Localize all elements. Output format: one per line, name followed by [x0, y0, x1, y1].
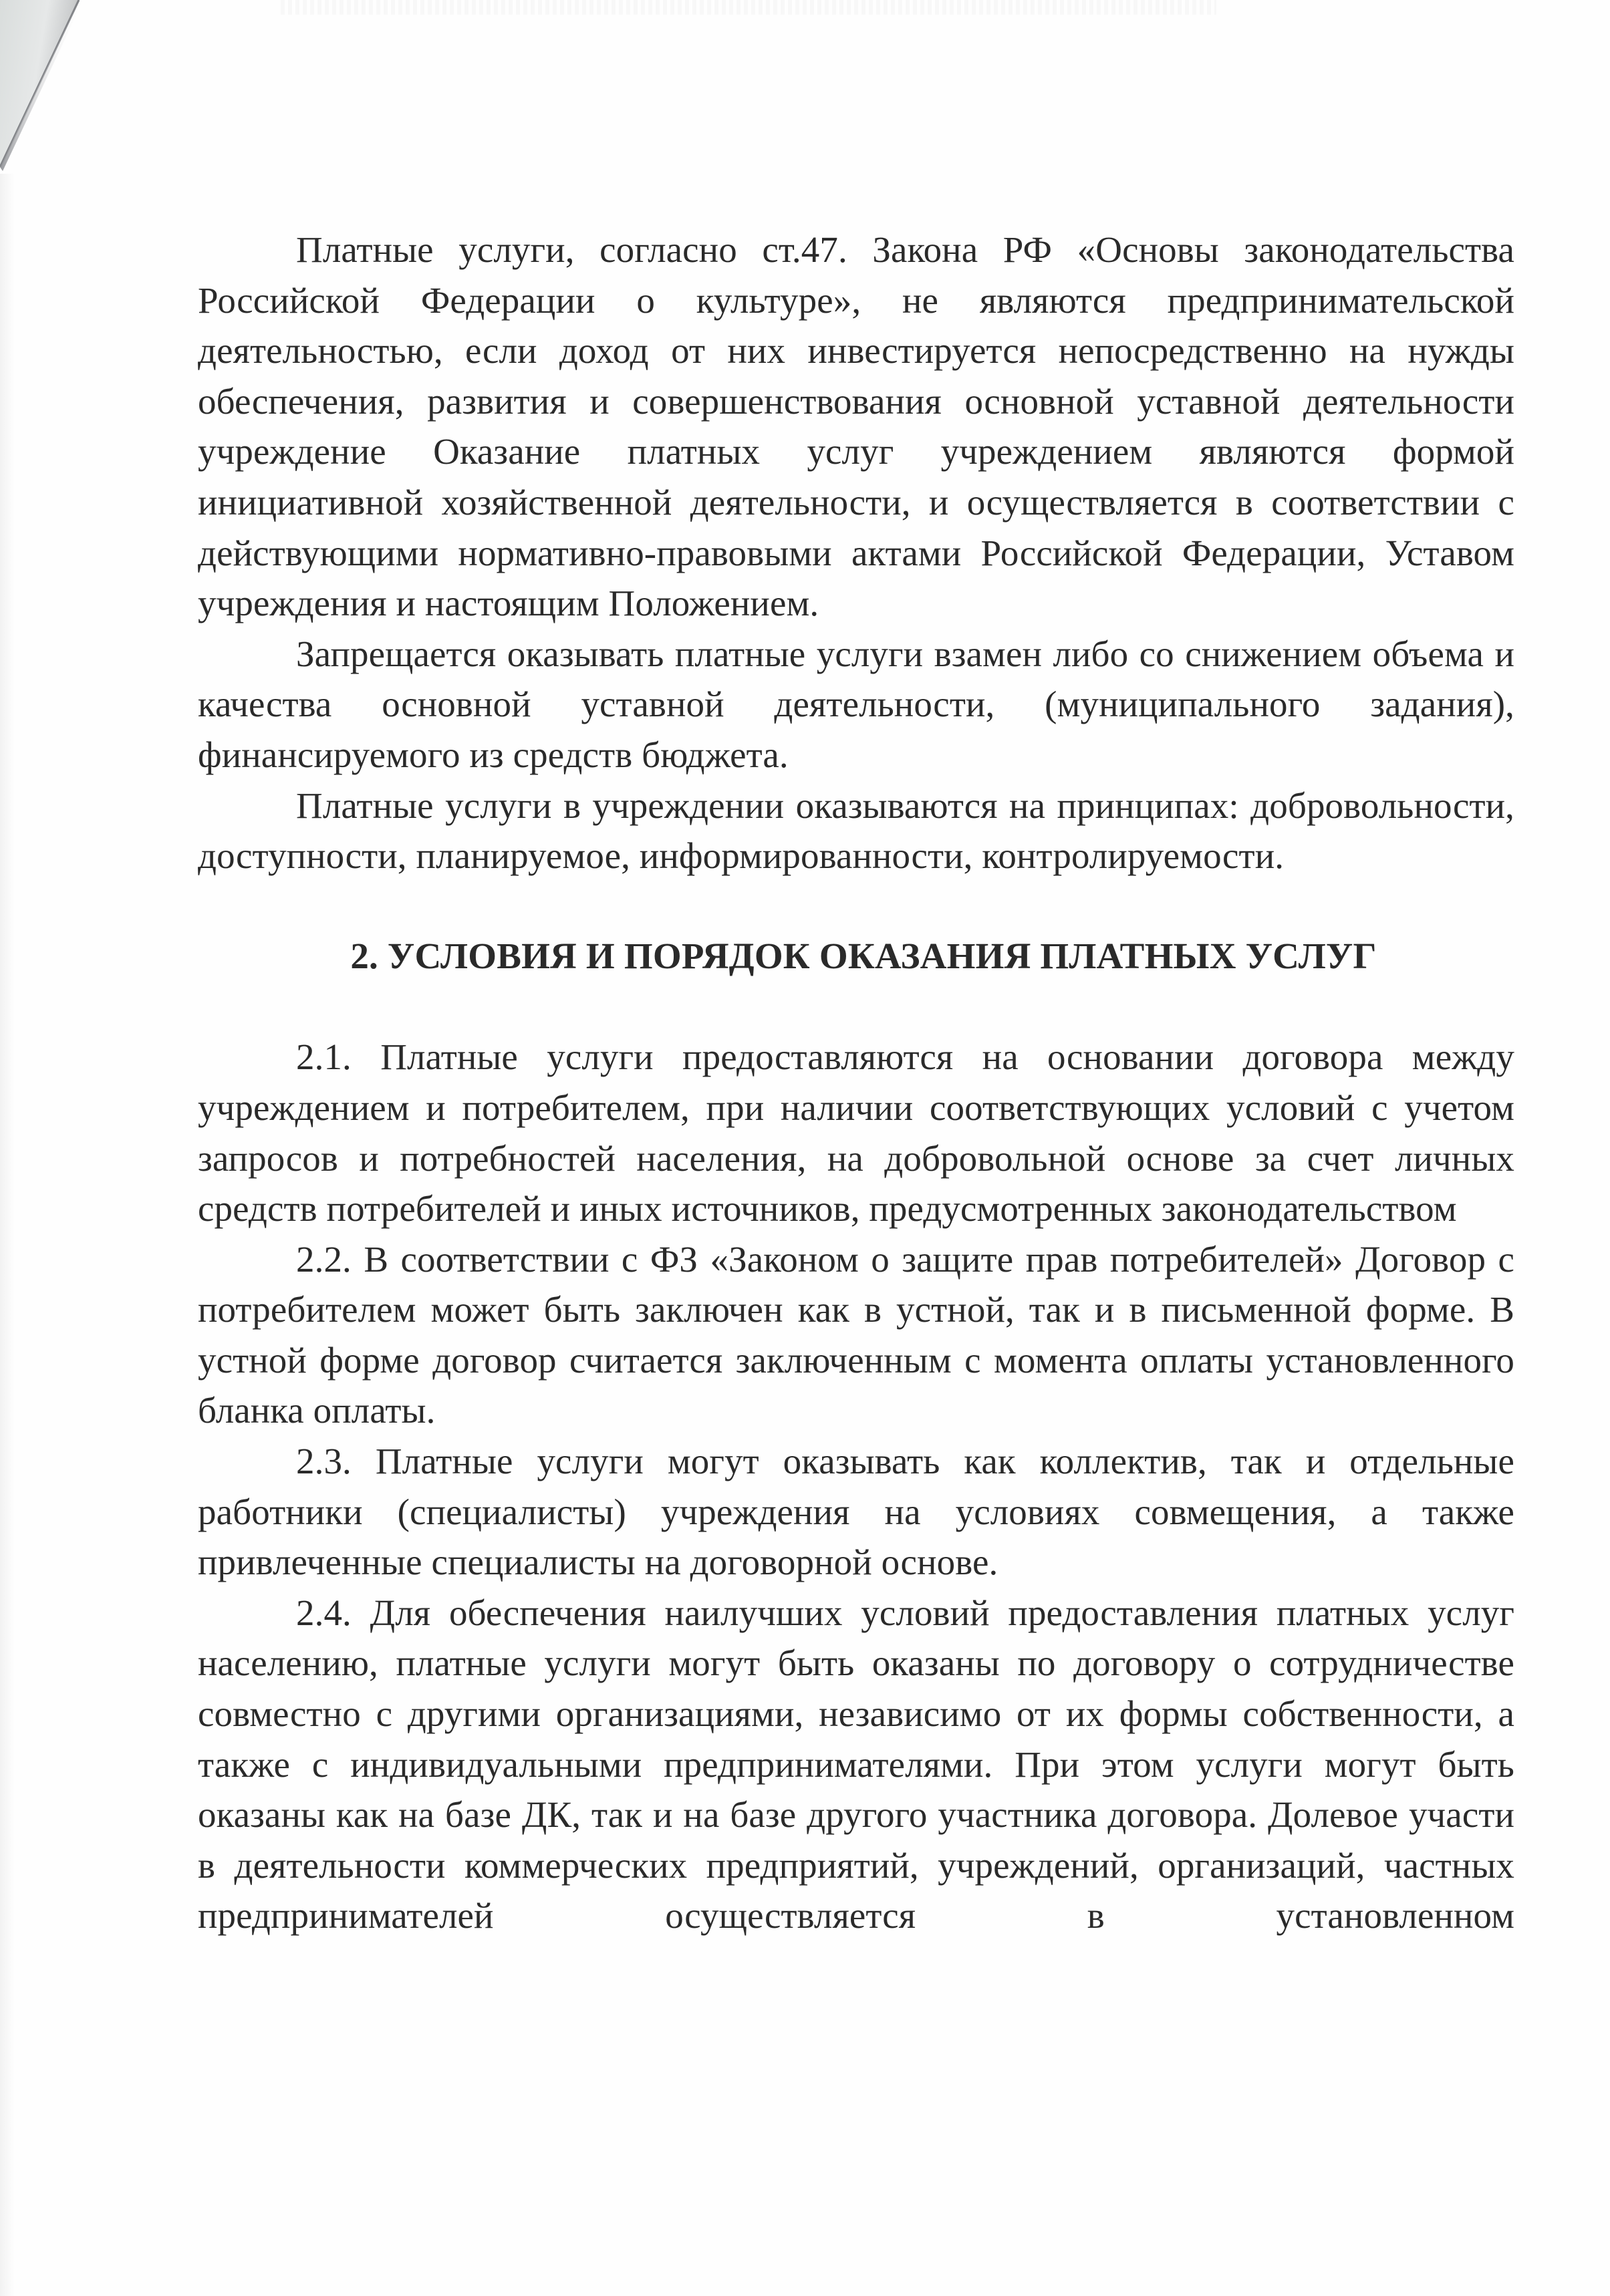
document-body	[198, 225, 1514, 1941]
section-paragraph-2-2: 2.2. В соответствии с ФЗ «Законом о защите прав потребителей» Договор с потребителем может быть заключен как в устной, так и в письменной форме. В устной форме договор считается заключенным с момента оплаты установленного бланка оплаты.	[198, 1238, 1514, 1431]
bleed-through-text	[281, 0, 1216, 15]
intro-paragraph-1: Платные услуги, согласно ст.47. Закона РФ «Основы законодательства Российской Федерации о культуре», не являются предпринимательской деятельностью, если доход от них инвестируется непосредственно на нужды обеспечения, развития и совершенствования основной уставной деятельности учреждение Оказание платных услуг учреждением являются формой инициативной хозяйственной деятельности, и осуществляется в соответствии с действующими нормативно-правовыми актами Российской Федерации, Уставом учреждения и настоящим Положением.	[198, 229, 1514, 624]
folded-corner-icon	[0, 0, 84, 174]
section-paragraph-2-1: 2.1. Платные услуги предоставляются на основании договора между учреждением и потребителем, при наличии соответствующих условий с учетом запросов и потребностей населения, на добровольной основе за счет личных средств потребителей и иных источников, предусмотренных законодательством	[198, 1036, 1514, 1230]
section-paragraph-2-3: 2.3. Платные услуги могут оказывать как коллектив, так и отдельные работники (специалисты) учреждения на условиях совмещения, а также привлеченные специалисты на договорной основе.	[198, 1441, 1514, 1583]
scan-edge-shadow	[0, 174, 15, 2296]
intro-paragraph-2: Запрещается оказывать платные услуги взамен либо со снижением объема и качества основной уставной деятельности, (муниципального задания), финансируемого из средств бюджета.	[198, 633, 1514, 775]
intro-paragraph-3: Платные услуги в учреждении оказываются на принципах: добровольности, доступности, планируемое, информированности, контролируемости.	[198, 784, 1514, 877]
section-heading: 2. УСЛОВИЯ И ПОРЯДОК ОКАЗАНИЯ ПЛАТНЫХ УСЛУГ	[350, 935, 1377, 976]
section-paragraph-2-4: 2.4. Для обеспечения наилучших условий предоставления платных услуг населению, платные услуги могут быть оказаны по договору о сотрудничестве совместно с другими организациями, независимо от их формы собственности, а также с индивидуальными предпринимателями. При этом услуги могут быть оказаны как на базе ДК, так и на базе другого участника договора. Долевое участи в деятельности коммерческих предприятий, учреждений, организаций, частных предпринимателей осуществляется в установленном	[198, 1592, 1514, 1936]
